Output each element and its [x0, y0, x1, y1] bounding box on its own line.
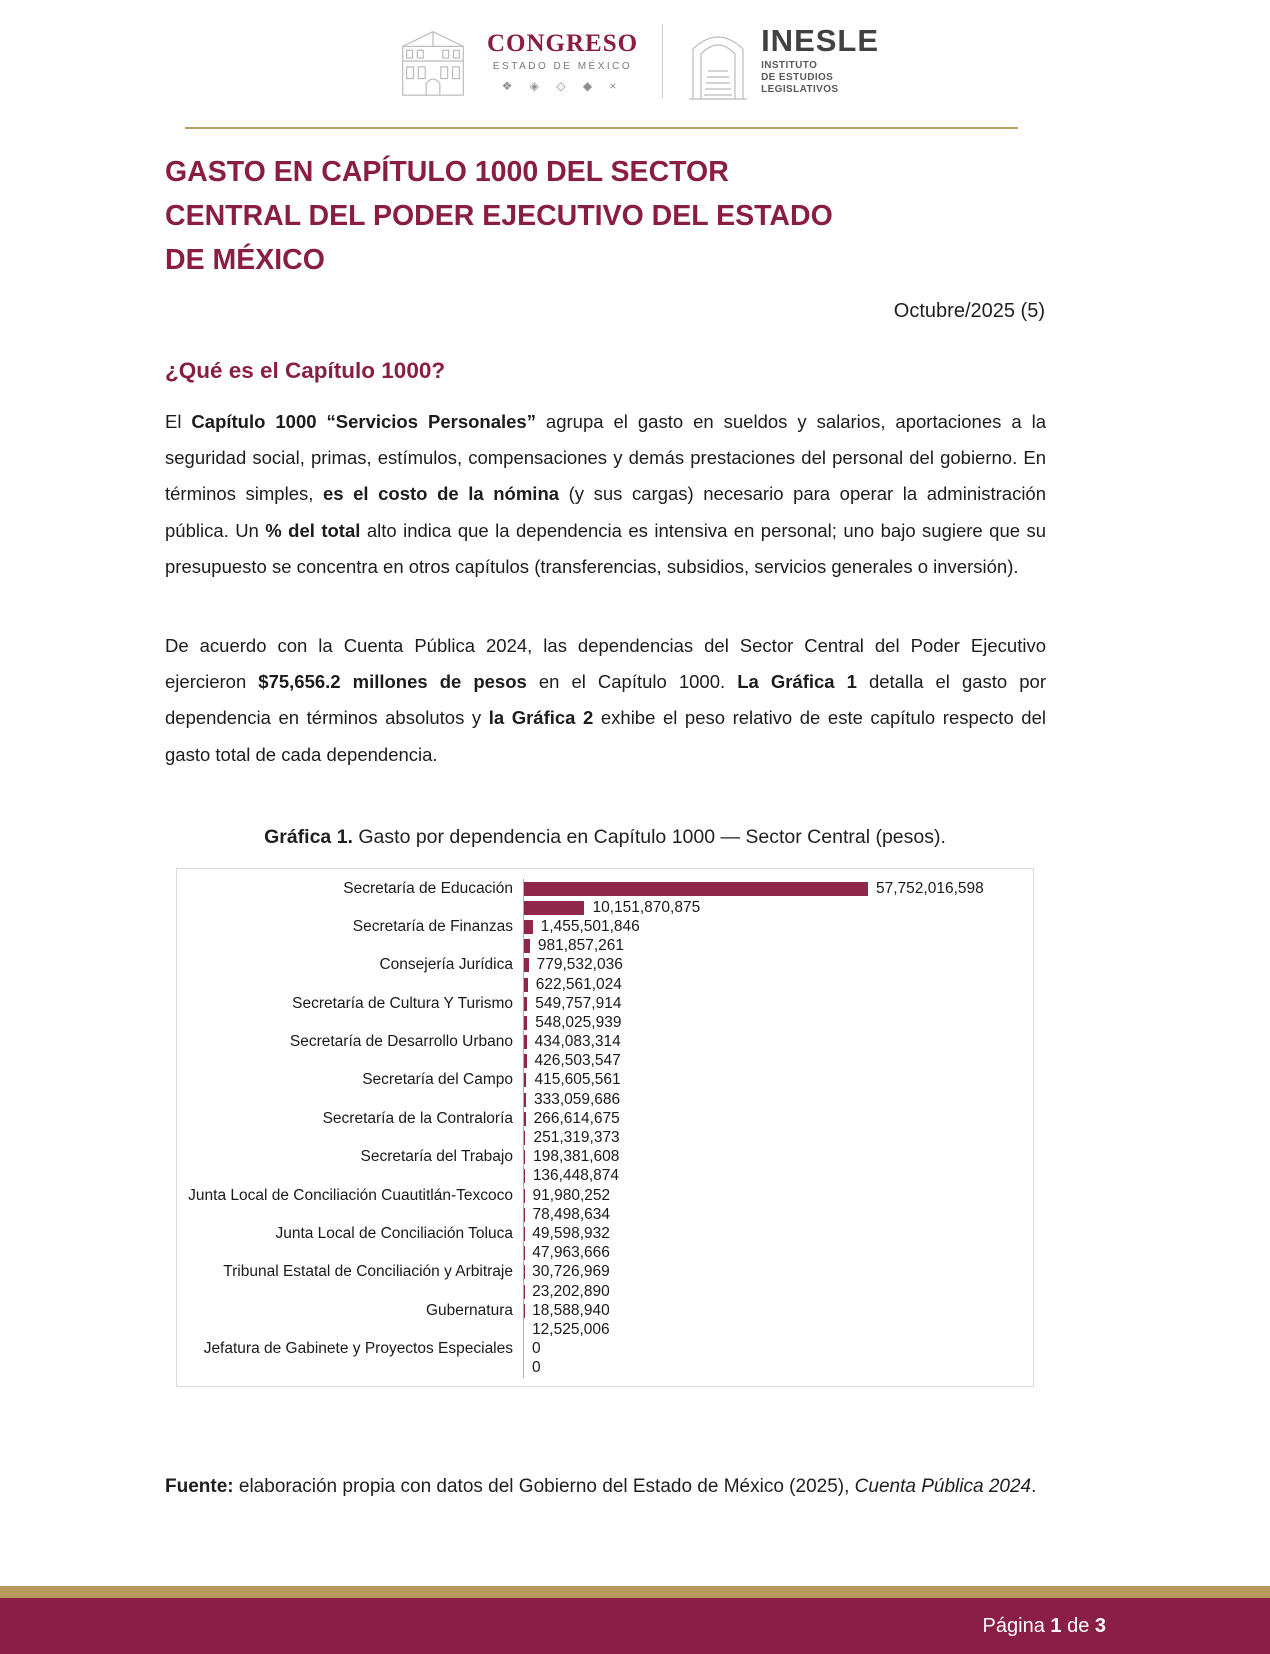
text-run: alto indica que la dependencia es intensiva en personal; uno bajo sugiere que su presupuesto se concentra en otros capítulos (transferencias, subsidios, servicios generales o inversión). — [165, 519, 1046, 577]
chart-row — [177, 879, 1033, 898]
category-label: Secretaría de Cultura Y Turismo — [292, 994, 513, 1012]
value-label: 10,151,870,875 — [592, 898, 701, 916]
category-label: Secretaría de Desarrollo Urbano — [289, 1033, 513, 1051]
category-label: Secretaría del Trabajo — [360, 1148, 513, 1166]
page-title: GASTO EN CAPÍTULO 1000 DEL SECTOR CENTRAL DEL PODER EJECUTIVO DEL ESTADO DE MÉXICO — [165, 156, 833, 276]
plot-area — [523, 1052, 1033, 1071]
plot-area — [523, 1109, 1033, 1128]
plot-area — [523, 1090, 1033, 1109]
plot-area — [523, 1128, 1033, 1147]
paragraph-capitulo-1000 — [165, 404, 1046, 585]
bar — [524, 1112, 526, 1126]
chart-row — [177, 994, 1033, 1013]
chart-row — [177, 1301, 1033, 1320]
chart-row — [177, 1109, 1033, 1128]
page-number — [983, 1615, 1106, 1638]
chart-row — [177, 1359, 1033, 1378]
text-run: El — [165, 411, 192, 432]
chart-row — [177, 1186, 1033, 1205]
congreso-wordmark: CONGRESO — [486, 29, 639, 57]
text-run: De acuerdo con la Cuenta Pública 2024, las dependencias del Sector Central del Poder Ejecutivo ejercieron — [165, 635, 1046, 693]
value-label: 0 — [532, 1359, 541, 1377]
inesle-logo — [687, 21, 879, 101]
bar — [524, 997, 527, 1011]
text-run: (y sus cargas) necesario para operar la administración pública. Un — [165, 483, 1047, 541]
bar — [524, 1073, 526, 1087]
bar — [524, 920, 533, 934]
text-run: . — [1031, 1476, 1037, 1497]
value-label: 426,503,547 — [534, 1052, 621, 1070]
chart-row — [177, 1128, 1033, 1147]
issue-date: Octubre/2025 (5) — [893, 300, 1045, 322]
value-label: 549,757,914 — [535, 994, 622, 1012]
text-run: 3 — [1094, 1614, 1106, 1637]
category-label: Secretaría de la Contraloría — [322, 1109, 513, 1127]
value-label: 622,561,024 — [535, 975, 622, 993]
category-label: Gubernatura — [425, 1301, 513, 1319]
header — [0, 20, 1270, 102]
chart-row — [177, 937, 1033, 956]
value-label: 251,319,373 — [533, 1129, 620, 1147]
plot-area — [523, 1320, 1033, 1339]
bar — [524, 882, 868, 896]
inesle-text — [761, 23, 880, 96]
congreso-subtitle: ESTADO DE MÉXICO — [492, 60, 633, 72]
bar — [524, 1189, 525, 1203]
bar — [524, 1131, 525, 1145]
plot-area — [523, 879, 1033, 898]
value-label: 333,059,686 — [533, 1090, 621, 1108]
text-run: elaboración propia con datos del Gobierno del Estado de México (2025), — [238, 1476, 855, 1497]
value-label: 0 — [532, 1340, 541, 1358]
bar — [524, 939, 530, 953]
category-label: Secretaría del Campo — [362, 1071, 513, 1089]
plot-area — [523, 956, 1033, 975]
text-run: Cuenta Pública 2024 — [854, 1476, 1032, 1497]
value-label: 49,598,932 — [532, 1224, 610, 1242]
value-label: 198,381,608 — [533, 1148, 620, 1166]
value-label: 91,980,252 — [532, 1186, 611, 1204]
congreso-building-icon — [391, 20, 475, 102]
plot-area — [523, 1301, 1033, 1320]
value-label: 548,025,939 — [535, 1013, 622, 1031]
category-label: Secretaría de Finanzas — [352, 917, 513, 935]
plot-area — [523, 975, 1033, 994]
bar — [524, 901, 584, 915]
text-run: exhibe el peso relativo de este capítulo respecto del gasto total de cada dependencia. — [165, 707, 1046, 765]
text-run: en el Capítulo 1000. — [526, 671, 738, 693]
chart-row — [177, 1340, 1033, 1359]
bar — [524, 1093, 526, 1107]
inesle-arch-icon — [687, 21, 749, 101]
chart-row — [177, 1320, 1033, 1339]
plot-area — [523, 898, 1033, 917]
source-note — [165, 1476, 1085, 1498]
logo-divider — [662, 24, 663, 98]
chart-row — [177, 1205, 1033, 1224]
text-run: la Gráfica 2 — [488, 707, 594, 729]
chart-row — [177, 1167, 1033, 1186]
chart-rows — [177, 869, 1033, 1378]
plot-area — [523, 1013, 1033, 1032]
category-label: Consejería Jurídica — [379, 956, 513, 974]
text-run: % del total — [265, 519, 361, 541]
value-label: 981,857,261 — [537, 937, 625, 955]
plot-area — [523, 1282, 1033, 1301]
chart-caption — [165, 826, 1045, 849]
chart-row — [177, 956, 1033, 975]
plot-area — [523, 1033, 1033, 1052]
footer-gold-band — [0, 1586, 1270, 1598]
section-heading: ¿Qué es el Capítulo 1000? — [165, 358, 446, 383]
chart-row — [177, 1071, 1033, 1090]
chart-row — [177, 1090, 1033, 1109]
category-label: Junta Local de Conciliación Toluca — [275, 1224, 513, 1242]
chart-row — [177, 1033, 1033, 1052]
chart-row — [177, 1013, 1033, 1032]
congreso-logo — [391, 20, 638, 102]
value-label: 779,532,036 — [536, 956, 623, 974]
chart-row — [177, 1244, 1033, 1263]
text-run: Gráfica 1. — [264, 826, 353, 848]
value-label: 12,525,006 — [532, 1320, 610, 1338]
category-label: Jefatura de Gabinete y Proyectos Especiales — [203, 1340, 513, 1358]
text-run: La Gráfica 1 — [737, 671, 857, 693]
value-label: 434,083,314 — [534, 1033, 621, 1051]
plot-area — [523, 1244, 1033, 1263]
bar — [524, 1150, 525, 1164]
bar — [524, 958, 529, 972]
plot-area — [523, 1071, 1033, 1090]
congreso-text — [487, 30, 638, 93]
bar — [524, 1169, 525, 1183]
chart-row — [177, 1052, 1033, 1071]
plot-area — [523, 1340, 1033, 1359]
grafica-1-chart — [176, 868, 1034, 1387]
chart-row — [177, 1224, 1033, 1243]
value-label: 415,605,561 — [534, 1071, 621, 1089]
value-label: 23,202,890 — [532, 1282, 610, 1300]
category-label: Junta Local de Conciliación Cuautitlán-Texcoco — [188, 1186, 513, 1204]
value-label: 78,498,634 — [532, 1205, 611, 1223]
value-label: 136,448,874 — [532, 1167, 620, 1185]
plot-area — [523, 917, 1033, 936]
plot-area — [523, 1224, 1033, 1243]
plot-area — [523, 994, 1033, 1013]
plot-area — [523, 1205, 1033, 1224]
value-label: 266,614,675 — [533, 1109, 620, 1127]
congreso-ornament-icons: ❖ ◈ ◇ ◆ × — [501, 78, 624, 93]
text-run: de — [1061, 1614, 1095, 1637]
value-label: 1,455,501,846 — [540, 917, 640, 935]
inesle-subtitle: INSTITUTO DE ESTUDIOS LEGISLATIVOS — [761, 60, 839, 95]
plot-area — [523, 1263, 1033, 1282]
text-run: Capítulo 1000 “Servicios Personales” — [191, 411, 536, 432]
category-label: Tribunal Estatal de Conciliación y Arbitraje — [223, 1263, 513, 1281]
plot-area — [523, 1148, 1033, 1167]
bar — [524, 1035, 527, 1049]
plot-area — [523, 1167, 1033, 1186]
text-run: $75,656.2 millones de pesos — [258, 671, 527, 693]
chart-row — [177, 1263, 1033, 1282]
text-run: Gasto por dependencia en Capítulo 1000 — Sector Central (pesos). — [352, 826, 946, 848]
chart-row — [177, 1282, 1033, 1301]
footer-bar — [0, 1598, 1270, 1654]
text-run: Fuente: — [165, 1476, 239, 1497]
text-run: agrupa el gasto en sueldos y salarios, aportaciones a la seguridad social, primas, estímulos, compensaciones y demás prestaciones del personal del gobierno. En términos simples, — [165, 411, 1046, 505]
text-run: 1 — [1050, 1614, 1062, 1637]
chart-row — [177, 1148, 1033, 1167]
value-label: 18,588,940 — [532, 1301, 610, 1319]
bar — [524, 1016, 527, 1030]
header-divider-rule — [185, 127, 1018, 129]
value-label: 57,752,016,598 — [876, 879, 984, 897]
bar — [524, 978, 528, 992]
value-label: 47,963,666 — [532, 1244, 610, 1262]
plot-area — [523, 1359, 1033, 1378]
category-label: Secretaría de Educación — [343, 879, 513, 897]
chart-row — [177, 898, 1033, 917]
chart-row — [177, 917, 1033, 936]
inesle-wordmark: INESLE — [761, 23, 880, 58]
chart-row — [177, 975, 1033, 994]
bar — [524, 1054, 527, 1068]
plot-area — [523, 937, 1033, 956]
text-run: detalla el gasto por dependencia en términos absolutos y — [165, 671, 1046, 729]
plot-area — [523, 1186, 1033, 1205]
value-label: 30,726,969 — [532, 1263, 610, 1281]
text-run: es el costo de la nómina — [322, 483, 560, 505]
text-run: Página — [982, 1614, 1051, 1637]
paragraph-cuenta-publica — [165, 628, 1046, 773]
